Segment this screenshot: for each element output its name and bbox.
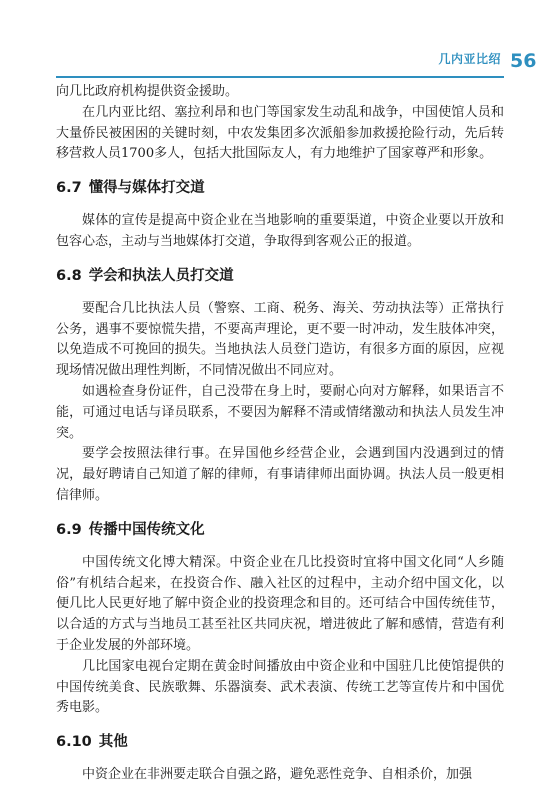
paragraph: 要学会按照法律行事。在异国他乡经营企业，会遇到国内没遇到过的情况，最好聘请自己知道了解的律师，有事请律师出面协调。执法人员一般更相信律师。 — [56, 446, 504, 503]
section-number: 6.10 — [56, 734, 92, 751]
section-title: 传播中国传统文化 — [88, 521, 205, 538]
paragraph: 中国传统文化博大精深。中资企业在几比投资时宜将中国文化同“人乡随俗”有机结合起来，在投资合作、融入社区的过程中，主动介绍中国文化，以便几比人民更好地了解中资企业的投资理念和目的。还可结合中国传统佳节，以合适的方式与当地员工甚至社区共同庆祝，增进彼此了解和感情，营造有利于企业发展的外部环境。 — [56, 554, 504, 653]
section-number: 6.9 — [56, 521, 82, 538]
paragraph: 向几比政府机构提供资金援助。 — [56, 84, 239, 99]
page-number: 56 — [510, 50, 537, 72]
paragraph: 几比国家电视台定期在黄金时间播放由中资企业和中国驻几比使馆提供的中国传统美食、民族歌舞、乐器演奏、武术表演、传统工艺等宣传片和中国优秀电影。 — [56, 658, 504, 716]
paragraph: 媒体的宣传是提高中资企业在当地影响的重要渠道，中资企业要以开放和包容心态，主动与当地媒体打交道，争取得到客观公正的报道。 — [56, 213, 504, 249]
page-header — [0, 0, 559, 80]
section-title: 其他 — [98, 734, 128, 751]
section-number: 6.8 — [56, 267, 82, 284]
paragraph: 要配合几比执法人员（警察、工商、税务、海关、劳动执法等）正常执行公务，遇事不要惊慌失措，不要高声理论，更不要一时冲动，发生肢体冲突，以免造成不可挽回的损失。当地执法人员登门造访，有很多方面的原因，应视现场情况做出理性判断，不同情况做出不同应对。 — [56, 300, 504, 379]
section-heading-6-9 — [56, 519, 504, 541]
paragraph: 如遇检查身份证件，自己没带在身上时，要耐心向对方解释，如果语言不能，可通过电话与译员联系，不要因为解释不清或情绪激动和执法人员发生冲突。 — [56, 383, 504, 441]
paragraph: 在几内亚比绍、塞拉利昂和也门等国家发生动乱和战争，中国使馆人员和大量侨民被困困的关键时刻，中农发集团多次派船参加救援抢险行动，先后转移营救人员1700多人，包括大批国际友人，有力地维护了国家尊严和形象。 — [56, 104, 504, 162]
section-number: 6.7 — [56, 180, 82, 197]
section-heading-6-7 — [56, 177, 504, 199]
section-heading-6-8 — [56, 265, 504, 287]
page-body — [56, 82, 504, 786]
section-title: 学会和执法人员打交道 — [88, 267, 234, 284]
section-title: 懂得与媒体打交道 — [88, 180, 205, 197]
paragraph: 中资企业在非洲要走联合自强之路，避免恶性竞争、自相杀价，加强 — [82, 767, 473, 783]
header-rule — [56, 76, 504, 78]
running-header-title: 几内亚比绍 — [438, 52, 501, 66]
section-heading-6-10 — [56, 731, 504, 753]
